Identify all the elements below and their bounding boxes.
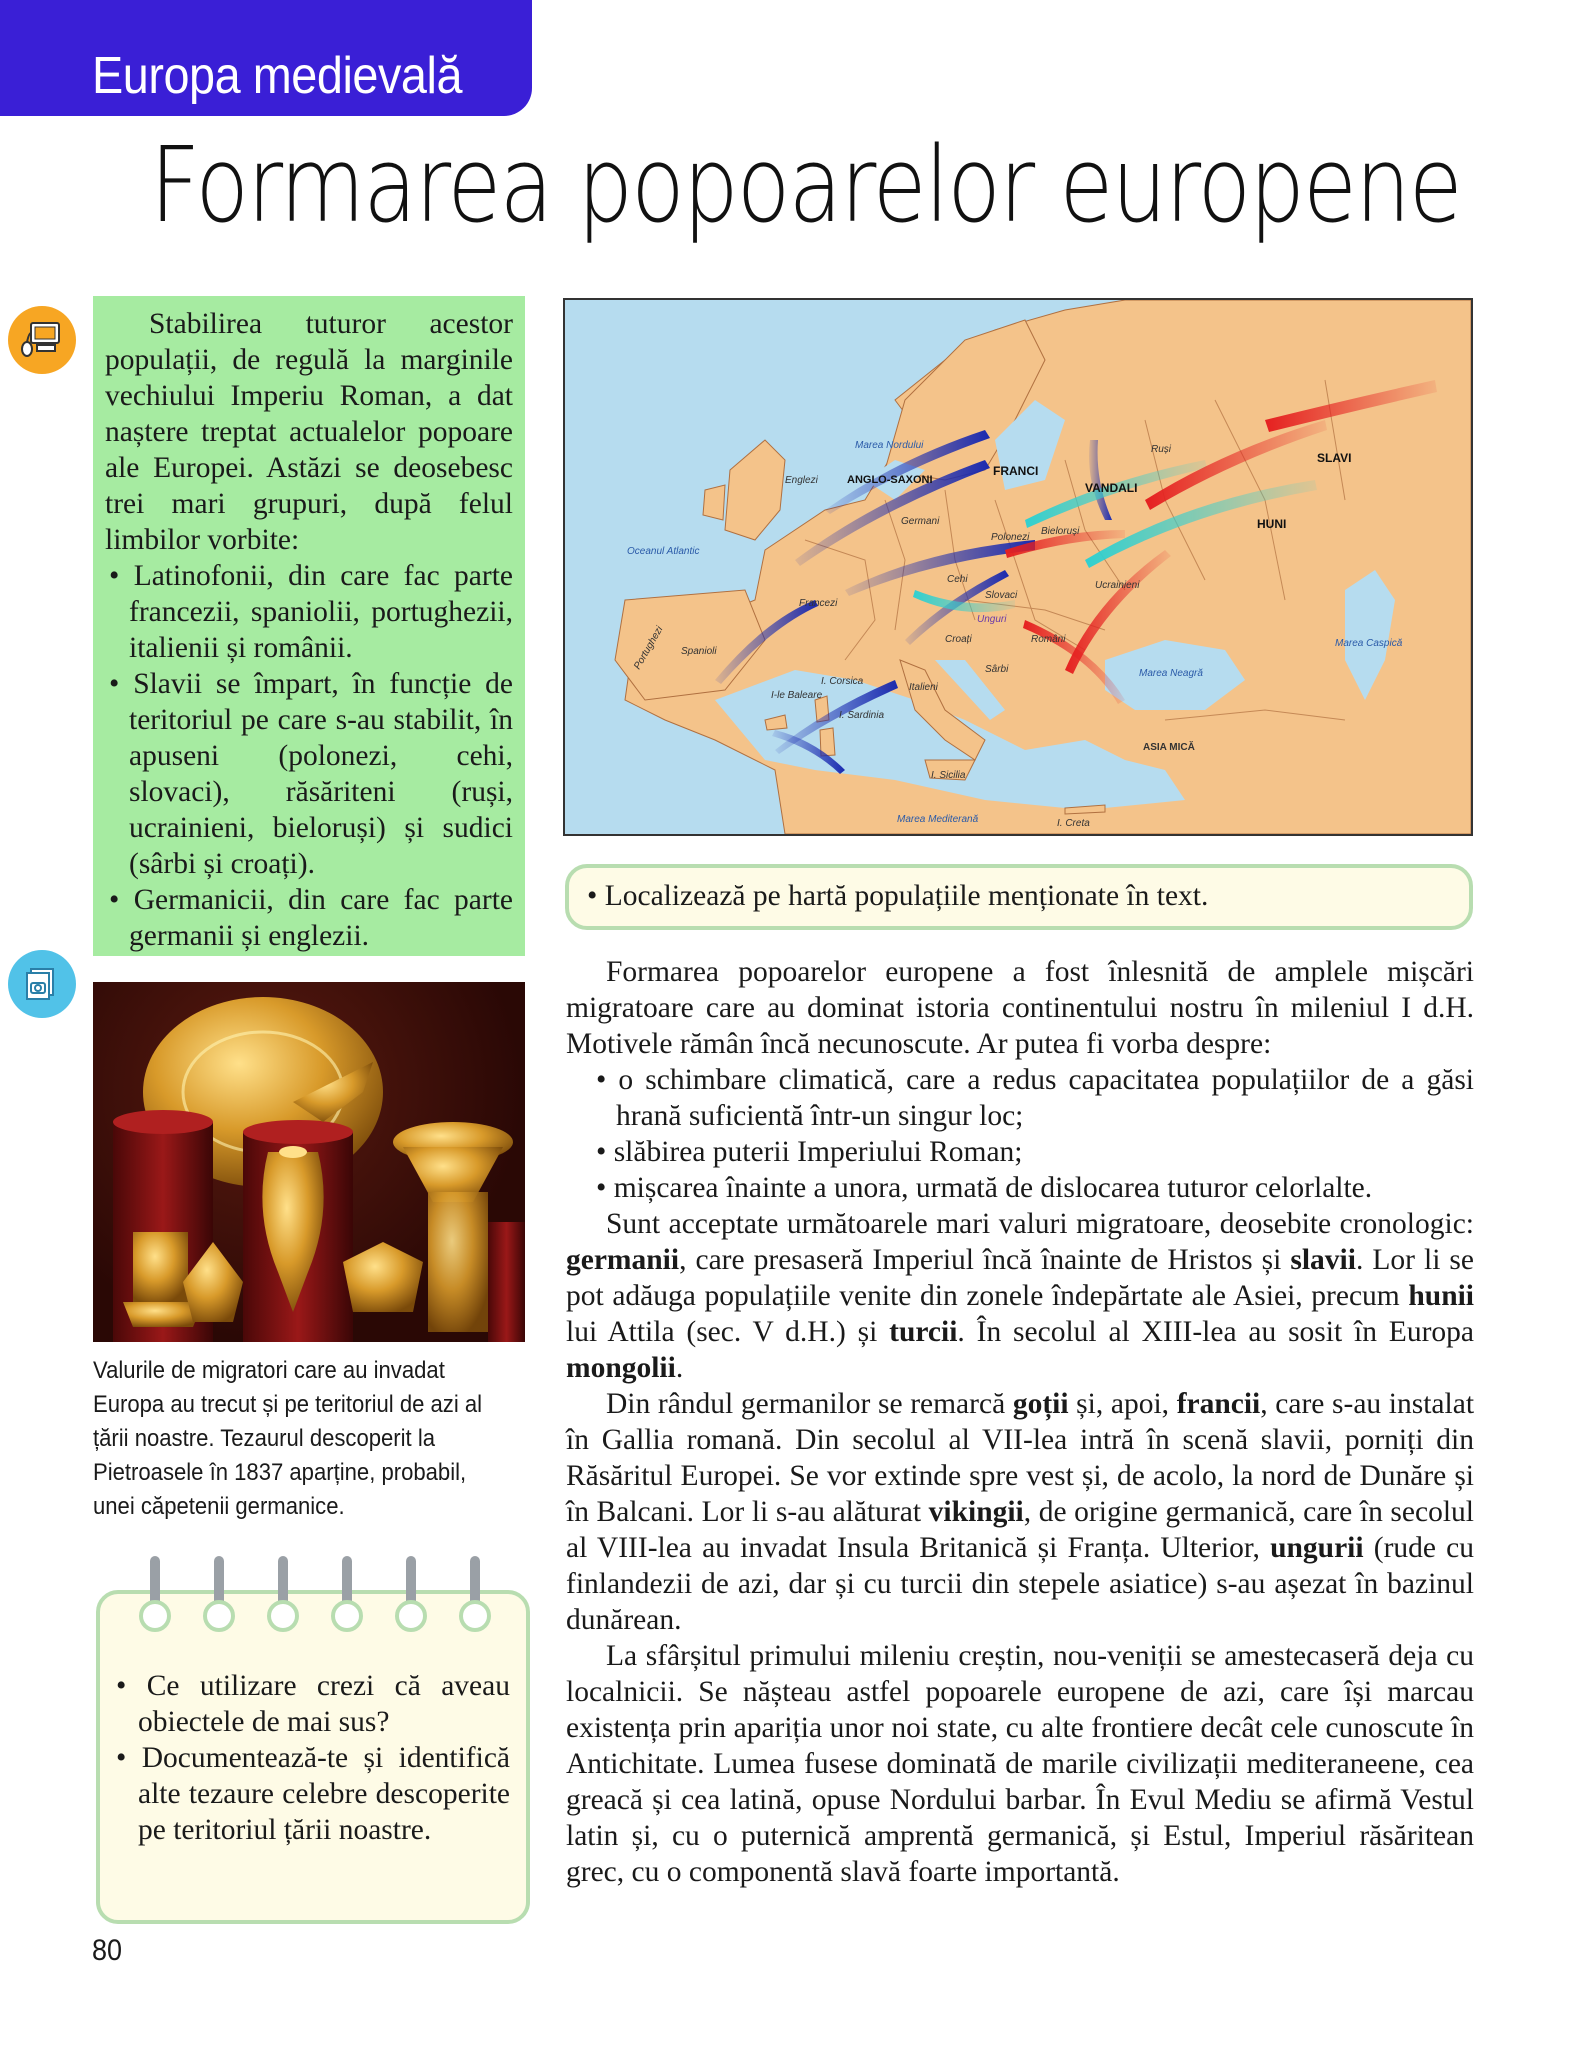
treasure-photo [93, 982, 525, 1342]
spiral-ring-icon [200, 1556, 238, 1636]
main-text [566, 954, 1474, 1890]
map-label: HUNI [1257, 517, 1287, 531]
intro-box [93, 296, 525, 956]
map-label: Francezi [799, 598, 838, 609]
main-paragraph: Sunt acceptate următoarele mari valuri migratoare, deosebite cronologic: germanii, care presaseră Imperiul încă înainte de Hristos și slavii. Lor li se pot adăuga populațiile venite din zonele îndepărtate ale Asiei, precum hunii lui Attila (sec. V d.H.) și turcii. În secolul al XIII-lea au sosit în Europa mongolii. [566, 1208, 1475, 1384]
map-label: Croați [945, 634, 972, 645]
spiral-ring-icon [136, 1556, 174, 1636]
map-label: Polonezi [991, 532, 1030, 543]
page-title: Formarea popoarelor europene [150, 124, 1461, 246]
main-paragraph: Formarea popoarelor europene a fost înlesnită de amplele mișcări migratoare care au dominat istoria continentului nostru în mileniul I d.H. Motivele rămân încă necunoscute. Ar putea fi vorba despre: [566, 956, 1474, 1060]
spiral-ring-icon [392, 1556, 430, 1636]
photo-caption: Valurile de migratori care au invadat Europa au trecut și pe teritoriul de azi al țării noastre. Tezaurul descoperit la Pietroasele în 1837 aparține, probabil, unei căpetenii germanice. [93, 1357, 483, 1520]
intro-list [105, 558, 513, 954]
map-label: Oceanul Atlantic [627, 546, 700, 557]
list-item: • slăbirea puterii Imperiului Roman; [566, 1134, 1474, 1170]
map-label: I. Sardinia [839, 710, 885, 721]
map-label: I-le Baleare [771, 690, 823, 701]
map-task-box: • Localizează pe hartă populațiile menționate în text. [565, 864, 1473, 930]
map-label: I. Corsica [821, 676, 864, 687]
map-label: Englezi [785, 475, 818, 486]
map-label: Sârbi [985, 664, 1009, 675]
map-label: Români [1031, 634, 1066, 645]
list-item: • o schimbare climatică, care a redus capacitatea populațiilor de a găsi hrană suficientă într-un singur loc; [566, 1062, 1474, 1134]
intro-paragraph: Stabilirea tuturor acestor populații, de regulă la marginile vechiului Imperiu Roman, a dat naștere treptat actualelor popoare ale Europei. Astăzi se deosebesc trei mari grupuri, după felul limbilor vorbite: [105, 308, 513, 556]
spiral-ring-icon [328, 1556, 366, 1636]
migration-map [563, 298, 1473, 836]
list-item: • Slavii se împart, în funcție de teritoriul pe care s-au stabilit, în apuseni (polonezi, cehi, slovaci), răsăriteni (ruși, ucrainieni, bieloruși) și sudici (sârbi și croați). [105, 666, 513, 882]
map-label: FRANCI [993, 464, 1039, 478]
map-label: Ruși [1151, 444, 1172, 455]
map-label: VANDALI [1085, 481, 1138, 495]
spiral-ring-icon [264, 1556, 302, 1636]
list-item: • Latinofonii, din care fac parte francezii, spaniolii, portughezii, italienii și românii. [105, 558, 513, 666]
main-paragraph: La sfârșitul primului mileniu creștin, nou-veniții se amestecaseră deja cu localnicii. Se nășteau astfel popoarele europene de azi, care își marcau existența prin apariția unor noi state, cu alte frontiere decât cele cunoscute în Antichitate. Lumea fusese dominată de marile civilizații mediteraneene, cea greacă și cea latină, opuse Nordului barbar. În Evul Mediu se afirmă Vestul latin și, cu o puternică amprentă germanică, și Estul, Imperiul răsăritean grec, cu o componentă slavă foarte importantă. [566, 1640, 1474, 1888]
map-label: Unguri [977, 614, 1007, 625]
map-label: Portughezi [632, 624, 666, 672]
map-label: Cehi [947, 574, 968, 585]
computer-icon [8, 306, 76, 374]
camera-icon [8, 950, 76, 1018]
map-label: ASIA MICĂ [1143, 742, 1195, 753]
list-item: • Ce utilizare crezi că aveau obiectele de mai sus? [110, 1668, 510, 1740]
section-label: Europa medievală [92, 47, 463, 105]
list-item: • Documentează-te și identifică alte tezaure celebre descoperite pe teritoriul țării noastre. [110, 1740, 510, 1848]
map-label: Marea Caspică [1335, 638, 1403, 649]
map-label: Spanioli [681, 646, 717, 657]
map-label: ANGLO-SAXONI [847, 474, 933, 486]
map-label: Germani [901, 516, 940, 527]
map-label: Slovaci [985, 590, 1018, 601]
map-label: Marea Nordului [855, 440, 924, 451]
list-item: • Germanicii, din care fac parte germanii și englezii. [105, 882, 513, 954]
map-label: Marea Neagră [1139, 668, 1203, 679]
map-label: SLAVI [1317, 451, 1352, 465]
list-item: • mișcarea înainte a unora, urmată de dislocarea tuturor celorlalte. [566, 1170, 1474, 1206]
page-number: 80 [92, 1934, 123, 1967]
map-label: I. Creta [1057, 818, 1090, 829]
main-paragraph: Din rândul germanilor se remarcă goții și, apoi, francii, care s-au instalat în Gallia romană. Din secolul al VII-lea intră în scenă slavii, porniți din Răsăritul Europei. Se vor extinde spre vest și, de acolo, la nord de Dunăre și în Balcani. Lor li s-au alăturat vikingii, de origine germanică, care în secolul al VIII-lea au invadat Insula Britanică și Franța. Ulterior, ungurii (rude cu finlandezii de azi, dar și cu turcii din stepele asiatice) s-au așezat în bazinul dunărean. [566, 1388, 1475, 1636]
map-label: I. Sicilia [931, 770, 966, 781]
map-label: Ucrainieni [1095, 580, 1140, 591]
main-list [566, 1062, 1474, 1206]
map-label: Marea Mediterană [897, 814, 979, 825]
notebook-questions [110, 1668, 510, 1848]
map-label: Italieni [909, 682, 938, 693]
spiral-ring-icon [456, 1556, 494, 1636]
map-label: Bieloruși [1041, 526, 1080, 537]
